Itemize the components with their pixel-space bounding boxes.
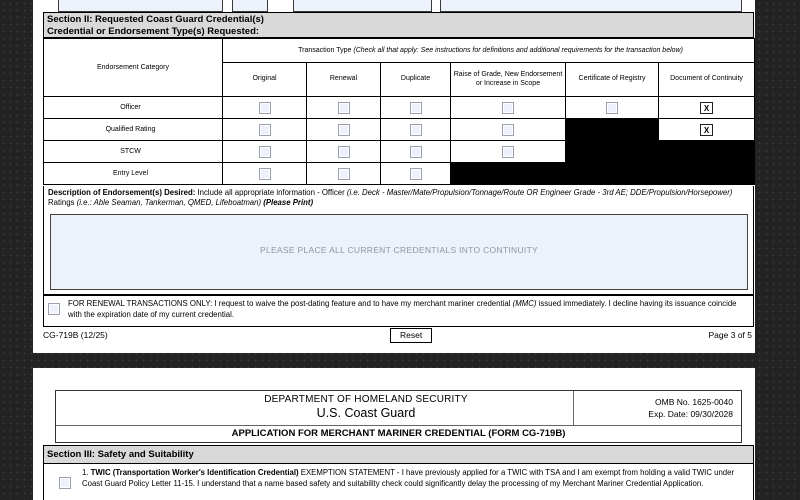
endorsement-category-label: Entry Level (44, 163, 223, 185)
checkbox[interactable] (410, 102, 422, 114)
omb-block (573, 391, 741, 426)
section3-title: Section III: Safety and Suitability (47, 449, 194, 460)
table-row (44, 97, 755, 119)
page-number-label: Page 3 of 5 (708, 330, 752, 340)
blocked-cell (566, 163, 659, 185)
checkbox[interactable] (502, 146, 514, 158)
description-of-endorsements-section (43, 186, 754, 295)
agency-name: U.S. Coast Guard (316, 406, 416, 420)
checkbox-cell (381, 97, 451, 119)
checkbox[interactable] (338, 124, 350, 136)
checkbox[interactable] (410, 146, 422, 158)
table-row (44, 163, 755, 185)
partial-input-field[interactable] (440, 0, 742, 12)
checkbox[interactable] (259, 168, 271, 180)
checkbox[interactable] (606, 102, 618, 114)
blocked-cell (451, 163, 566, 185)
transaction-type-instructions: (Check all that apply: See instructions for definitions and additional requirements for the transaction below) (353, 47, 683, 54)
checkbox-cell (223, 163, 307, 185)
form-header-box (55, 390, 742, 443)
document-page-3 (33, 0, 755, 353)
table-row (44, 119, 755, 141)
renewal-waiver-statement: FOR RENEWAL TRANSACTIONS ONLY: I request to waive the post-dating feature and to have my merchant mariner credential (MMC) issued immediately. I decline having its issuance coincide with the expiration date of my current credential. (68, 299, 737, 319)
description-label: Description of Endorsement(s) Desired: (48, 188, 196, 197)
checkbox-cell (381, 141, 451, 163)
checkbox[interactable] (502, 124, 514, 136)
table-row (44, 141, 755, 163)
endorsement-category-label: Officer (44, 97, 223, 119)
partial-input-field[interactable] (58, 0, 223, 12)
column-header-duplicate: Duplicate (381, 63, 451, 97)
omb-number: OMB No. 1625-0040 (655, 397, 733, 407)
checkbox-cell (566, 97, 659, 119)
twic-exemption-checkbox[interactable] (59, 477, 71, 489)
column-header-renewal: Renewal (307, 63, 381, 97)
checkbox-cell (307, 97, 381, 119)
section2-title-line1: Section II: Requested Coast Guard Credential(s) (47, 14, 264, 25)
column-header-certificate-of-registry: Certificate of Registry (566, 63, 659, 97)
section3-header-bar (43, 445, 754, 464)
previous-section-partial-row (43, 0, 754, 12)
checkbox-cell (307, 141, 381, 163)
blocked-cell (659, 141, 755, 163)
endorsement-category-label: STCW (44, 141, 223, 163)
checkbox-cell (451, 141, 566, 163)
renewal-waiver-section (43, 295, 754, 327)
form-title: APPLICATION FOR MERCHANT MARINER CREDENTIAL (FORM CG-719B) (56, 425, 741, 442)
checkbox[interactable] (259, 102, 271, 114)
description-textarea[interactable] (50, 214, 748, 290)
transaction-type-table (43, 38, 755, 185)
checkbox-cell (659, 119, 755, 141)
page-footer (43, 328, 754, 346)
column-header-original: Original (223, 63, 307, 97)
agency-header (176, 394, 556, 420)
checkbox-cell (381, 119, 451, 141)
blocked-cell (566, 119, 659, 141)
expiration-date: Exp. Date: 09/30/2028 (648, 409, 733, 419)
checkbox[interactable] (502, 102, 514, 114)
description-textarea-value: PLEASE PLACE ALL CURRENT CREDENTIALS INTO CONTINUITY (259, 245, 539, 255)
section2-header-bar (43, 12, 754, 38)
twic-exemption-statement: 1. TWIC (Transportation Worker's Identification Credential) EXEMPTION STATEMENT - I have previously applied for a TWIC with TSA and I am exempt from holding a valid TWIC under Coast Guard Policy Letter 11-15. I understand that a name based safety and suitability check could significantly delay the processing of my Merchant Mariner Credential Application. (82, 468, 735, 488)
document-page-4 (33, 368, 755, 500)
partial-input-field[interactable] (293, 0, 432, 12)
reset-button[interactable]: Reset (390, 328, 432, 343)
transaction-table-body (44, 97, 755, 185)
column-header-document-of-continuity: Document of Continuity (659, 63, 755, 97)
partial-input-field[interactable] (232, 0, 268, 12)
section2-title-line2: Credential or Endorsement Type(s) Requested: (47, 25, 260, 37)
column-header-raise-of-grade: Raise of Grade, New Endorsement or Increase in Scope (451, 63, 566, 97)
checkbox-cell (223, 141, 307, 163)
checkbox-cell (381, 163, 451, 185)
form-number-label: CG-719B (12/25) (43, 330, 108, 340)
checkbox-cell (223, 97, 307, 119)
checkbox-cell (659, 97, 755, 119)
checkbox[interactable] (338, 102, 350, 114)
checked-checkbox[interactable]: X (700, 124, 713, 136)
checkbox[interactable] (410, 124, 422, 136)
checkbox[interactable] (338, 146, 350, 158)
description-instructions: Description of Endorsement(s) Desired: Include all appropriate information - Officer (i.e. Deck - Master/Mate/Propulsion/Tonnage/Route OR Engineer Grade - 3rd AE; DDE/Propulsion/Horsepower) Ratings (i.e.: Able Seaman, Tankerman, QMED, Lifeboatman) (Please Print) (48, 188, 733, 207)
endorsement-category-label: Qualified Rating (44, 119, 223, 141)
transaction-type-header (223, 39, 755, 63)
checkbox[interactable] (259, 146, 271, 158)
twic-exemption-section (43, 464, 754, 500)
renewal-waiver-checkbox[interactable] (48, 303, 60, 315)
checkbox-cell (451, 97, 566, 119)
checkbox-cell (451, 119, 566, 141)
endorsement-category-header: Endorsement Category (44, 39, 223, 97)
checkbox-cell (307, 163, 381, 185)
transaction-type-label: Transaction Type (298, 47, 354, 54)
blocked-cell (659, 163, 755, 185)
twic-label: TWIC (Transportation Worker's Identification Credential) (90, 468, 299, 477)
department-name: DEPARTMENT OF HOMELAND SECURITY (264, 394, 468, 405)
checked-checkbox[interactable]: X (700, 102, 713, 114)
checkbox[interactable] (338, 168, 350, 180)
checkbox[interactable] (410, 168, 422, 180)
checkbox[interactable] (259, 124, 271, 136)
blocked-cell (566, 141, 659, 163)
checkbox-cell (307, 119, 381, 141)
checkbox-cell (223, 119, 307, 141)
